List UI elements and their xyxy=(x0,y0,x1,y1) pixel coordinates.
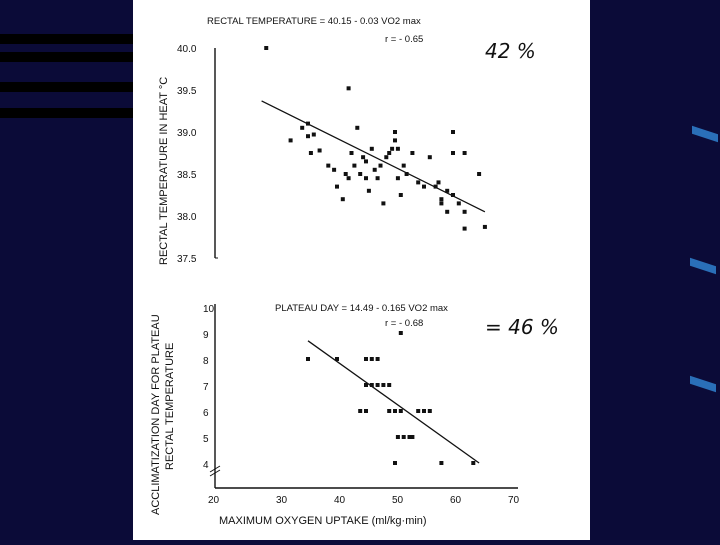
top-y-tick-label: 37.5 xyxy=(177,254,197,265)
top-y-tick-label: 38.0 xyxy=(177,212,197,223)
bottom-data-point xyxy=(370,383,374,387)
top-data-point xyxy=(439,201,443,205)
slide-canvas xyxy=(133,0,590,540)
top-data-point xyxy=(355,126,359,130)
decorative-stripe xyxy=(0,52,133,62)
rectal-temperature-chart xyxy=(158,16,536,265)
top-data-point xyxy=(390,147,394,151)
top-data-point xyxy=(361,155,365,159)
top-data-point xyxy=(387,151,391,155)
top-data-point xyxy=(483,225,487,229)
bottom-data-point xyxy=(381,383,385,387)
bottom-data-point xyxy=(393,409,397,413)
bottom-y-tick-label: 8 xyxy=(203,356,209,367)
decorative-mark xyxy=(690,258,716,274)
plateau-day-chart xyxy=(150,303,559,527)
top-handwritten-note: 42 % xyxy=(485,39,536,63)
top-y-tick-label: 38.5 xyxy=(177,170,197,181)
top-data-point xyxy=(352,164,356,168)
bottom-data-point xyxy=(393,461,397,465)
bottom-y-tick-label: 7 xyxy=(203,382,209,393)
bottom-y-axis-label-line1: ACCLIMATIZATION DAY FOR PLATEAU xyxy=(150,314,162,515)
top-data-point xyxy=(457,201,461,205)
top-y-tick-label: 40.0 xyxy=(177,44,197,55)
top-data-point xyxy=(396,176,400,180)
bottom-data-point xyxy=(399,331,403,335)
top-data-point xyxy=(434,185,438,189)
bottom-data-point xyxy=(387,409,391,413)
x-tick-label: 60 xyxy=(450,495,462,506)
x-tick-label: 70 xyxy=(508,495,520,506)
bottom-data-point xyxy=(364,357,368,361)
top-data-point xyxy=(422,185,426,189)
top-data-point xyxy=(347,176,351,180)
bottom-data-point xyxy=(387,383,391,387)
top-data-point xyxy=(428,155,432,159)
top-data-point xyxy=(373,168,377,172)
x-tick-label: 40 xyxy=(334,495,346,506)
top-data-point xyxy=(405,172,409,176)
top-data-point xyxy=(335,185,339,189)
top-y-tick-label: 39.0 xyxy=(177,128,197,139)
x-tick-label: 50 xyxy=(392,495,404,506)
decorative-stripe xyxy=(0,108,133,118)
bottom-data-point xyxy=(410,435,414,439)
bottom-data-point xyxy=(416,409,420,413)
top-data-point xyxy=(445,189,449,193)
bottom-y-axis-label-line2: RECTAL TEMPERATURE xyxy=(164,342,176,470)
top-data-point xyxy=(341,197,345,201)
bottom-y-tick-label: 5 xyxy=(203,434,209,445)
top-data-point xyxy=(399,193,403,197)
top-data-point xyxy=(463,151,467,155)
bottom-data-point xyxy=(471,461,475,465)
bottom-data-point xyxy=(306,357,310,361)
top-data-point xyxy=(379,164,383,168)
x-tick-label: 20 xyxy=(208,495,220,506)
top-data-point xyxy=(300,126,304,130)
top-data-point xyxy=(410,151,414,155)
x-axis-label: MAXIMUM OXYGEN UPTAKE (ml/kg·min) xyxy=(219,515,427,527)
top-data-point xyxy=(364,159,368,163)
bottom-data-point xyxy=(376,383,380,387)
top-data-point xyxy=(384,155,388,159)
bottom-y-tick-label: 4 xyxy=(203,460,209,471)
decorative-mark xyxy=(692,126,718,142)
bottom-data-point xyxy=(428,409,432,413)
bottom-data-point xyxy=(376,357,380,361)
top-data-point xyxy=(318,148,322,152)
top-data-point xyxy=(445,210,449,214)
top-data-point xyxy=(381,201,385,205)
top-data-point xyxy=(344,172,348,176)
bottom-y-tick-label: 10 xyxy=(203,304,215,315)
scatter-charts xyxy=(133,0,590,540)
top-data-point xyxy=(332,168,336,172)
top-data-point xyxy=(350,151,354,155)
bottom-data-point xyxy=(364,409,368,413)
top-data-point xyxy=(347,86,351,90)
top-data-point xyxy=(364,176,368,180)
bottom-regression-line xyxy=(308,341,479,463)
bottom-handwritten-note: = 46 % xyxy=(485,315,559,339)
bottom-data-point xyxy=(396,435,400,439)
top-data-point xyxy=(416,180,420,184)
top-chart-title: RECTAL TEMPERATURE = 40.15 - 0.03 VO2 max xyxy=(207,16,421,27)
top-data-point xyxy=(326,164,330,168)
bottom-y-tick-label: 9 xyxy=(203,330,209,341)
top-data-point xyxy=(402,164,406,168)
bottom-chart-title: PLATEAU DAY = 14.49 - 0.165 VO2 max xyxy=(275,303,448,314)
top-data-point xyxy=(451,193,455,197)
top-data-point xyxy=(451,130,455,134)
bottom-data-point xyxy=(370,357,374,361)
top-data-point xyxy=(396,147,400,151)
bottom-data-point xyxy=(422,409,426,413)
top-data-point xyxy=(306,134,310,138)
bottom-data-point xyxy=(335,357,339,361)
top-data-point xyxy=(477,172,481,176)
bottom-chart-stat: r = - 0.68 xyxy=(385,318,424,329)
top-data-point xyxy=(309,151,313,155)
top-data-point xyxy=(393,138,397,142)
bottom-data-point xyxy=(364,383,368,387)
bottom-data-point xyxy=(402,435,406,439)
top-y-axis-label: RECTAL TEMPERATURE IN HEAT °C xyxy=(158,76,170,265)
top-data-point xyxy=(312,133,316,137)
decorative-stripe xyxy=(0,34,133,44)
decorative-mark xyxy=(690,376,716,392)
bottom-data-point xyxy=(439,461,443,465)
decorative-stripe xyxy=(0,82,133,92)
top-data-point xyxy=(463,210,467,214)
top-data-point xyxy=(264,46,268,50)
top-data-point xyxy=(463,227,467,231)
top-data-point xyxy=(306,122,310,126)
top-data-point xyxy=(439,197,443,201)
left-decorative-panel xyxy=(0,0,133,540)
top-data-point xyxy=(451,151,455,155)
top-chart-stat: r = - 0.65 xyxy=(385,34,424,45)
top-data-point xyxy=(367,189,371,193)
x-tick-label: 30 xyxy=(276,495,288,506)
bottom-data-point xyxy=(358,409,362,413)
top-data-point xyxy=(289,138,293,142)
top-data-point xyxy=(358,172,362,176)
top-data-point xyxy=(437,180,441,184)
right-decorative-panel xyxy=(590,0,720,540)
top-data-point xyxy=(393,130,397,134)
top-data-point xyxy=(376,176,380,180)
bottom-data-point xyxy=(399,409,403,413)
bottom-y-tick-label: 6 xyxy=(203,408,209,419)
top-y-tick-label: 39.5 xyxy=(177,86,197,97)
top-data-point xyxy=(370,147,374,151)
